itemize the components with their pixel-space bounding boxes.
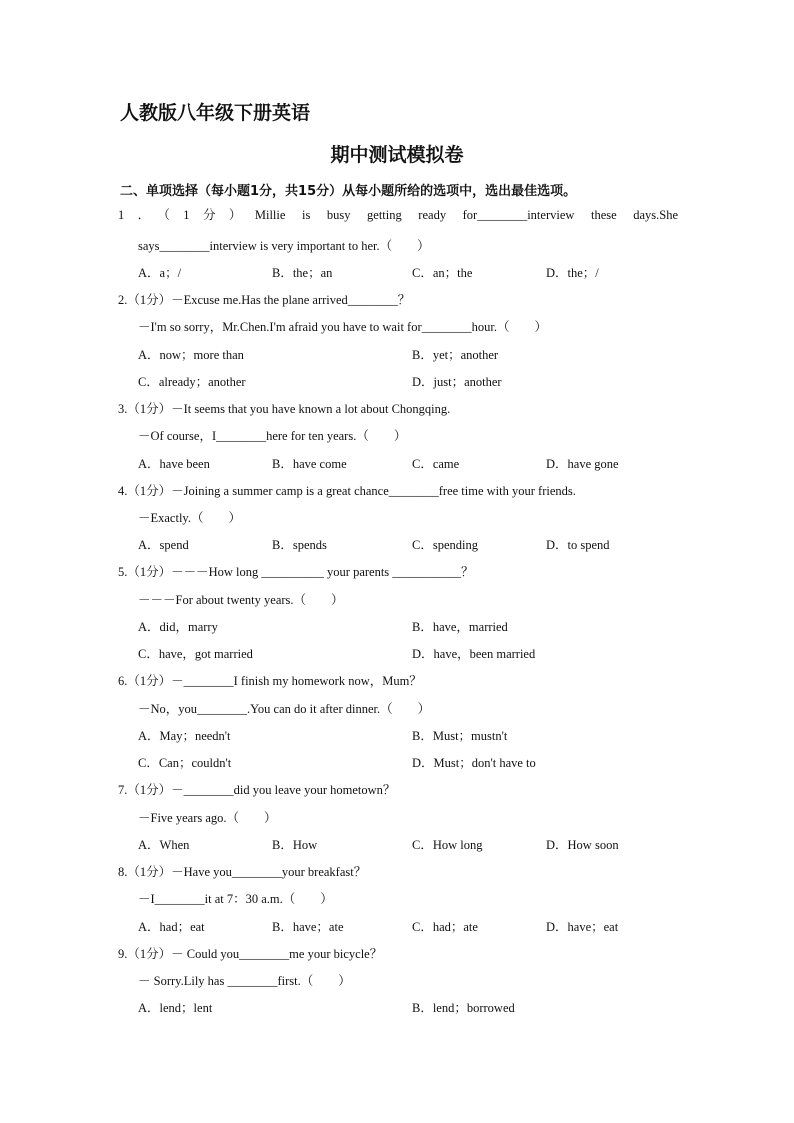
question-9-line-2: － Sorry.Lily has ________first.（ ）	[138, 974, 351, 988]
question-5-option-c: C．have，got married	[138, 647, 253, 661]
question-8-line-1: 8.（1分）－Have you________your breakfast？	[118, 865, 367, 879]
document-subtitle: 期中测试模拟卷	[330, 144, 464, 166]
question-7-option-b: B．How	[272, 838, 318, 852]
question-4-line-1: 4.（1分）－Joining a summer camp is a great chance________free time with your friends.	[118, 484, 576, 498]
question-8-line-2: －I________it at 7：30 a.m.（ ）	[138, 892, 333, 906]
question-1-option-c: C．an；the	[412, 266, 473, 280]
question-8-option-c: C．had；ate	[412, 920, 478, 934]
question-4-option-b: B．spends	[272, 538, 327, 552]
question-5-option-d: D．have，been married	[412, 647, 536, 661]
question-9-option-a: A．lend；lent	[138, 1001, 213, 1015]
question-2-option-b: B．yet；another	[412, 348, 499, 362]
question-5-option-a: A．did，marry	[138, 620, 218, 634]
question-6-line-1: 6.（1分）－________I finish my homework now，Mum？	[118, 674, 422, 688]
question-7-line-2: －Five years ago.（ ）	[138, 811, 277, 825]
question-6-option-b: B．Must；mustn't	[412, 729, 508, 743]
section-heading: 二、单项选择（每小题1分，共15分）从每小题所给的选项中，选出最佳选项。	[120, 184, 577, 199]
question-6-line-2: －No，you________.You can do it after dinner.（ ）	[138, 702, 431, 716]
question-5-line-2: －－－For about twenty years.（ ）	[138, 593, 344, 607]
question-8-option-b: B．have；ate	[272, 920, 344, 934]
question-9-option-b: B．lend；borrowed	[412, 1001, 515, 1015]
question-3-option-d: D．have gone	[546, 457, 619, 471]
question-3-line-1: 3.（1分）－It seems that you have known a lot about Chongqing.	[118, 402, 451, 416]
question-6-option-a: A．May；needn't	[138, 729, 231, 743]
question-1-option-a: A．a；/	[138, 266, 182, 280]
question-4-option-d: D．to spend	[546, 538, 610, 552]
question-1-option-d: D．the；/	[546, 266, 599, 280]
question-5-line-1: 5.（1分）－－－How long __________ your parents ___________？	[118, 565, 474, 579]
question-1-line-1: 1．（1分）Millie is busy getting ready for________interview these days.She	[118, 208, 678, 222]
question-7-option-a: A．When	[138, 838, 190, 852]
question-4-line-2: －Exactly.（ ）	[138, 511, 241, 525]
question-1-line-2: says________interview is very important to her.（ ）	[138, 239, 430, 253]
question-6-option-c: C．Can；couldn't	[138, 756, 232, 770]
question-2-line-1: 2.（1分）－Excuse me.Has the plane arrived________？	[118, 293, 411, 307]
question-4-option-c: C．spending	[412, 538, 478, 552]
question-2-option-a: A．now；more than	[138, 348, 244, 362]
question-8-option-a: A．had；eat	[138, 920, 205, 934]
question-4-option-a: A．spend	[138, 538, 189, 552]
question-2-option-d: D．just；another	[412, 375, 502, 389]
question-7-line-1: 7.（1分）－________did you leave your hometown？	[118, 783, 396, 797]
question-1-option-b: B．the；an	[272, 266, 333, 280]
question-2-option-c: C．already；another	[138, 375, 246, 389]
question-5-option-b: B．have，married	[412, 620, 508, 634]
question-3-option-c: C．came	[412, 457, 460, 471]
question-9-line-1: 9.（1分）－ Could you________me your bicycle？	[118, 947, 383, 961]
document-title: 人教版八年级下册英语	[120, 102, 311, 124]
question-6-option-d: D．Must；don't have to	[412, 756, 536, 770]
question-7-option-d: D．How soon	[546, 838, 619, 852]
question-3-line-2: －Of course，I________here for ten years.（ ）	[138, 429, 407, 443]
question-8-option-d: D．have；eat	[546, 920, 619, 934]
question-2-line-2: －I'm so sorry，Mr.Chen.I'm afraid you have to wait for________hour.（ ）	[138, 320, 547, 334]
question-3-option-a: A．have been	[138, 457, 210, 471]
question-3-option-b: B．have come	[272, 457, 347, 471]
question-7-option-c: C．How long	[412, 838, 483, 852]
